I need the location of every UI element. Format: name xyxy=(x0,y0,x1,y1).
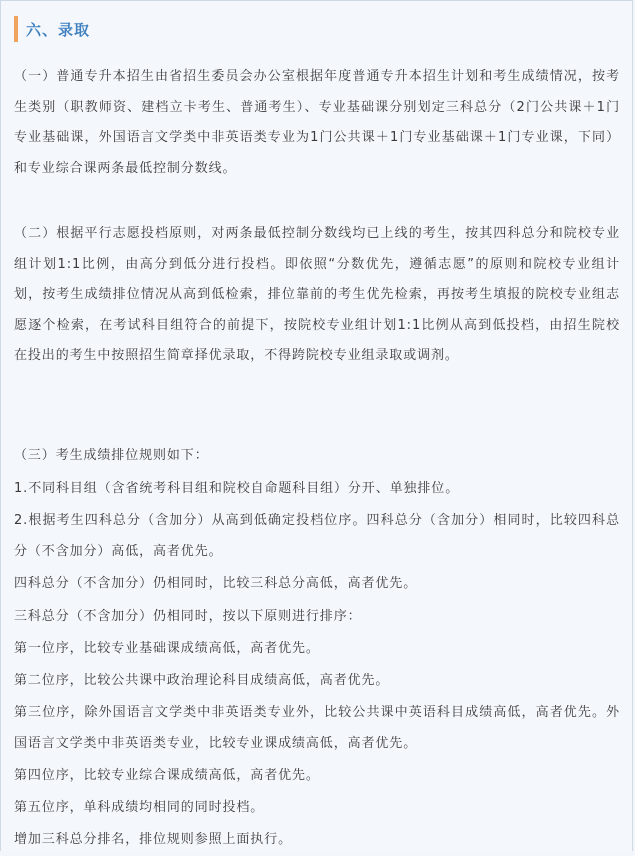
paragraph-3-heading: （三）考生成绩排位规则如下： xyxy=(14,448,209,463)
order-1: 第一位序，比较专业基础课成绩高低，高者优先。 xyxy=(14,641,320,656)
rule-4: 三科总分（不含加分）仍相同时，按以下原则进行排序： xyxy=(14,609,362,624)
order-4: 第四位序，比较专业综合课成绩高低，高者优先。 xyxy=(14,768,320,783)
order-2: 第二位序，比较公共课中政治理论科目成绩高低，高者优先。 xyxy=(14,673,390,688)
paragraph-2: （二）根据平行志愿投档原则，对两条最低控制分数线均已上线的考生，按其四科总分和院校专业组计划1:1比例，由高分到低分进行投档。即依照“分数优先，遵循志愿”的原则和院校专业组计划，按考生成绩排位情况从高到低检索，排位靠前的考生优先检索，再按考生填报的院校专业组志愿逐个检索，在考试科目组符合的前提下，按院校专业组计划1:1比例从高到低投档，由招生院校在投出的考生中按照招生简章择优录取，不得跨院校专业组录取或调剂。 xyxy=(14,226,620,363)
paragraph-1: （一）普通专升本招生由省招生委员会办公室根据年度普通专升本招生计划和考生成绩情况，按考生类别（职教师资、建档立卡考生、普通考生）、专业基础课分别划定三科总分（2门公共课＋1门专业基础课，外国语言文学类中非英语类专业为1门公共课＋1门专业基础课＋1门专业课，下同）和专业综合课两条最低控制分数线。 xyxy=(14,69,620,176)
section-title: 六、录取 xyxy=(26,20,91,39)
order-3: 第三位序，除外国语言文学类中非英语类专业外，比较公共课中英语科目成绩高低，高者优先。外国语言文学类中非英语类专业，比较专业课成绩高低，高者优先。 xyxy=(14,705,620,751)
section-header xyxy=(14,15,90,43)
accent-bar xyxy=(14,16,18,42)
rule-2: 2.根据考生四科总分（含加分）从高到低确定投档位序。四科总分（含加分）相同时，比较四科总分（不含加分）高低，高者优先。 xyxy=(14,513,620,559)
rule-3: 四科总分（不含加分）仍相同时，比较三科总分高低，高者优先。 xyxy=(14,576,418,591)
order-5: 第五位序，单科成绩均相同的同时投档。 xyxy=(14,800,265,815)
extra-note: 增加三科总分排名，排位规则参照上面执行。 xyxy=(14,832,293,847)
rule-1: 1.不同科目组（含省统考科目组和院校自命题科目组）分开、单独排位。 xyxy=(14,481,460,496)
